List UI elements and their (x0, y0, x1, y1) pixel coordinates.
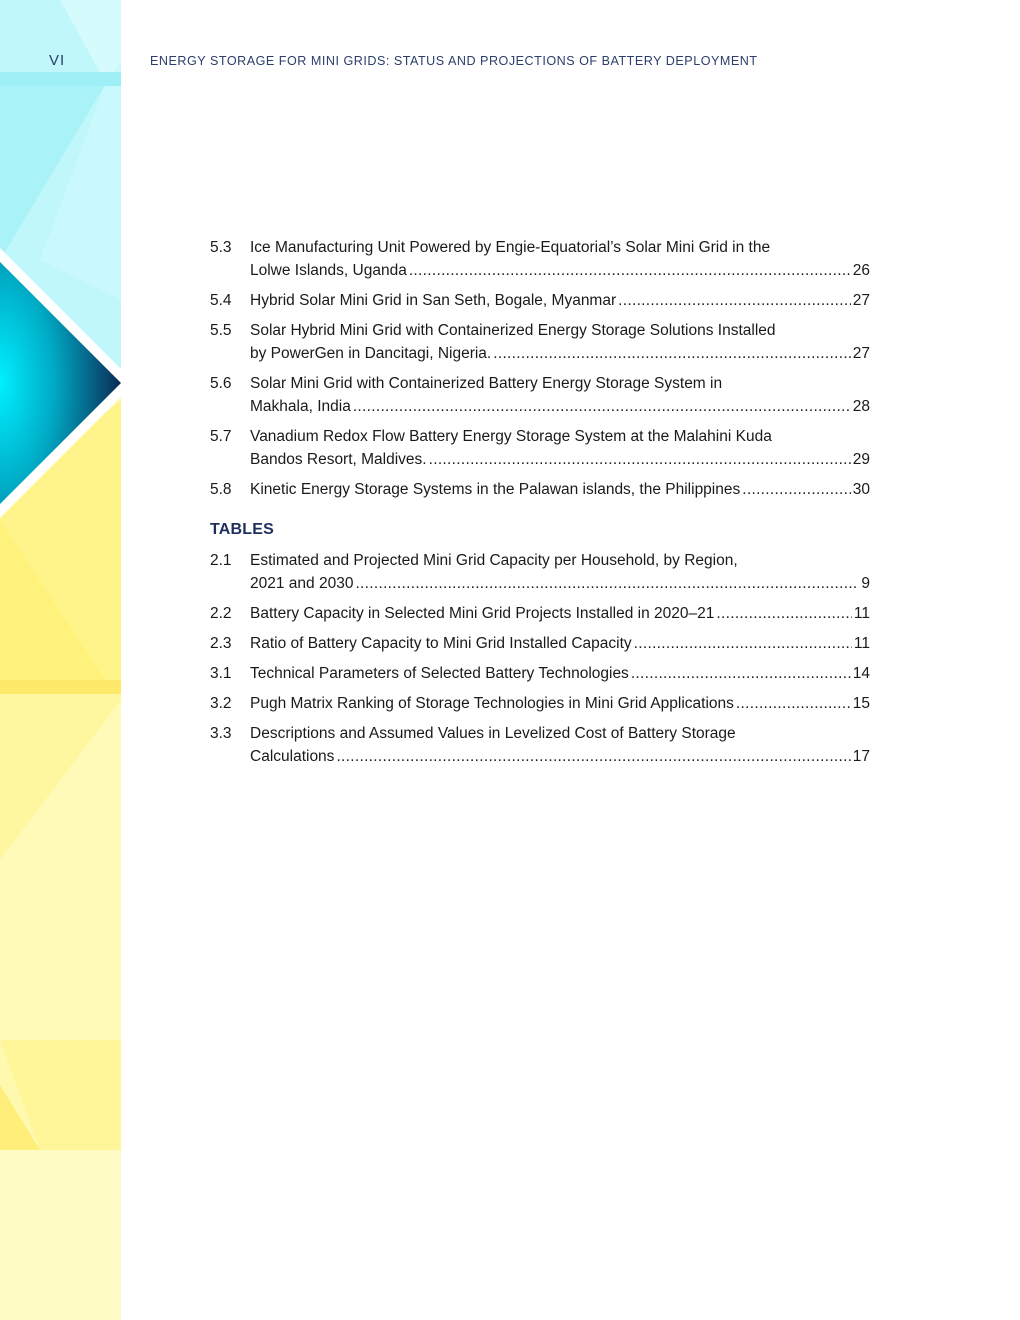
entry-title-line: 2021 and 2030 (250, 575, 354, 592)
entry-number: 5.6 (210, 375, 232, 392)
entry-title-line: Solar Mini Grid with Containerized Battery Energy Storage System in (250, 375, 723, 392)
entry-title-line: Ice Manufacturing Unit Powered by Engie-Equatorial’s Solar Mini Grid in the (250, 239, 771, 256)
entry-title-line: Estimated and Projected Mini Grid Capacity per Household, by Region, (250, 552, 738, 569)
entry-leader-line (250, 342, 870, 365)
entry-page-number: 9 (861, 575, 870, 592)
entry-title-line: Descriptions and Assumed Values in Levelized Cost of Battery Storage (250, 725, 736, 742)
entry-page-number: 15 (852, 695, 870, 712)
entry-leader-line (250, 602, 870, 625)
entry-title-line: by PowerGen in Dancitagi, Nigeria. (250, 345, 492, 362)
toc-entry[interactable] (210, 662, 870, 685)
entry-title-line: Makhala, India (250, 398, 351, 415)
entry-body (250, 662, 870, 685)
table-of-contents (210, 236, 870, 775)
tables-list (210, 549, 870, 768)
tables-heading: TABLES (210, 521, 275, 538)
entry-page-number: 30 (852, 481, 870, 498)
entry-title-line: Bandos Resort, Maldives. (250, 451, 427, 468)
toc-entry[interactable] (210, 289, 870, 312)
dot-leader (716, 602, 852, 625)
dot-leader (336, 745, 850, 768)
entry-number: 5.7 (210, 428, 232, 445)
entry-title-line: Hybrid Solar Mini Grid in San Seth, Bogale, Myanmar (250, 292, 617, 309)
page-number: VI (49, 52, 66, 69)
entry-title-line: Calculations (250, 748, 335, 765)
decorative-sidebar (0, 0, 121, 1320)
entry-title-line: Vanadium Redox Flow Battery Energy Storage System at the Malahini Kuda (250, 428, 772, 445)
dot-leader (493, 342, 851, 365)
entry-title-line: Pugh Matrix Ranking of Storage Technologies in Mini Grid Applications (250, 695, 734, 712)
entry-page-number: 14 (852, 665, 870, 682)
entry-leader-line (250, 259, 870, 282)
entry-page-number: 11 (853, 635, 870, 652)
entry-page-number: 26 (852, 262, 870, 279)
entry-page-number: 11 (853, 605, 870, 622)
dot-leader (355, 572, 859, 595)
entry-number: 3.3 (210, 725, 232, 742)
entry-number: 2.3 (210, 635, 232, 652)
toc-entry[interactable] (210, 319, 870, 365)
entry-title-line: Solar Hybrid Mini Grid with Containerized Energy Storage Solutions Installed (250, 322, 776, 339)
entry-page-number: 17 (852, 748, 870, 765)
entry-title-line: Battery Capacity in Selected Mini Grid Projects Installed in 2020–21 (250, 605, 715, 622)
entry-body (250, 722, 870, 768)
toc-entry[interactable] (210, 722, 870, 768)
entry-title-line: Kinetic Energy Storage Systems in the Palawan islands, the Philippines (250, 481, 741, 498)
entry-body (250, 289, 870, 312)
toc-entry[interactable] (210, 602, 870, 625)
dot-leader (429, 448, 851, 471)
entry-number: 5.3 (210, 239, 232, 256)
entry-body (250, 478, 870, 501)
entry-page-number: 27 (852, 345, 870, 362)
toc-entry[interactable] (210, 692, 870, 715)
entry-number: 3.2 (210, 695, 232, 712)
entry-body (250, 236, 870, 282)
dot-leader (618, 289, 851, 312)
entry-page-number: 29 (852, 451, 870, 468)
geometric-pattern (0, 0, 121, 1320)
dot-leader (742, 478, 851, 501)
entry-body (250, 602, 870, 625)
entry-leader-line (250, 572, 870, 595)
entry-leader-line (250, 632, 870, 655)
toc-entry[interactable] (210, 236, 870, 282)
entry-leader-line (250, 448, 870, 471)
boxes-list (210, 236, 870, 501)
entry-leader-line (250, 395, 870, 418)
toc-entry[interactable] (210, 372, 870, 418)
entry-number: 5.8 (210, 481, 232, 498)
entry-leader-line (250, 745, 870, 768)
entry-number: 2.2 (210, 605, 232, 622)
entry-body (250, 549, 870, 595)
dot-leader (634, 632, 852, 655)
entry-body (250, 692, 870, 715)
dot-leader (631, 662, 851, 685)
dot-leader (353, 395, 851, 418)
entry-body (250, 319, 870, 365)
dot-leader (409, 259, 851, 282)
dot-leader (736, 692, 851, 715)
entry-page-number: 28 (852, 398, 870, 415)
entry-body (250, 372, 870, 418)
entry-title-line: Ratio of Battery Capacity to Mini Grid Installed Capacity (250, 635, 632, 652)
entry-leader-line (250, 289, 870, 312)
toc-entry[interactable] (210, 549, 870, 595)
toc-entry[interactable] (210, 478, 870, 501)
entry-number: 2.1 (210, 552, 232, 569)
entry-leader-line (250, 478, 870, 501)
entry-number: 5.5 (210, 322, 232, 339)
entry-body (250, 632, 870, 655)
entry-title-line: Technical Parameters of Selected Battery Technologies (250, 665, 629, 682)
entry-page-number: 27 (852, 292, 870, 309)
entry-number: 3.1 (210, 665, 232, 682)
entry-title-line: Lolwe Islands, Uganda (250, 262, 407, 279)
entry-leader-line (250, 662, 870, 685)
entry-leader-line (250, 692, 870, 715)
running-header: ENERGY STORAGE FOR MINI GRIDS: STATUS AND PROJECTIONS OF BATTERY DEPLOYMENT (150, 54, 758, 68)
toc-entry[interactable] (210, 425, 870, 471)
entry-body (250, 425, 870, 471)
entry-number: 5.4 (210, 292, 232, 309)
toc-entry[interactable] (210, 632, 870, 655)
